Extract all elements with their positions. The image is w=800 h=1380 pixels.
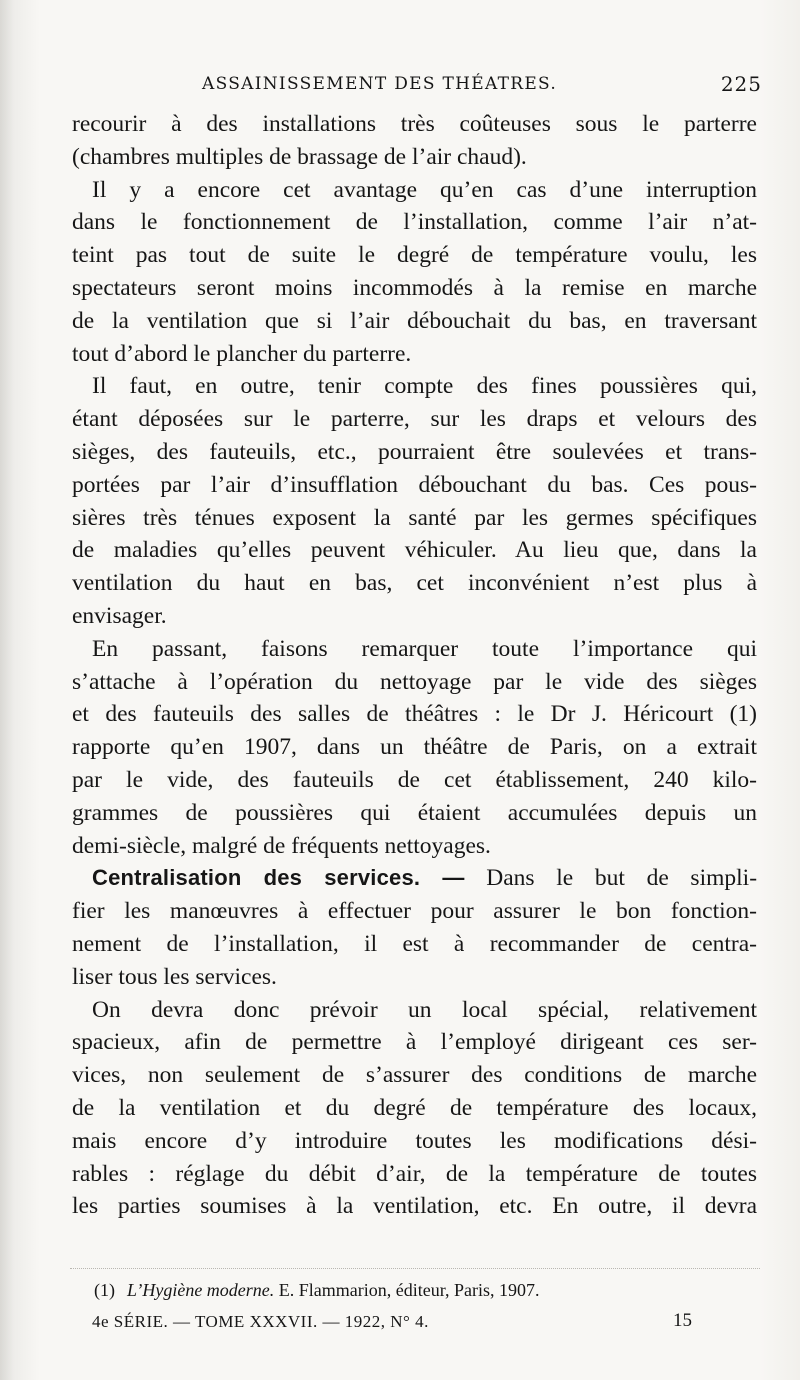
text-line: Il faut, en outre, tenir compte des fines poussières qui, bbox=[92, 373, 757, 400]
text-line: les parties soumises à la ventilation, etc. En outre, il devra bbox=[72, 1193, 757, 1220]
text-line: fier les manœuvres à effectuer pour assurer le bon fonction- bbox=[72, 898, 757, 925]
footnote bbox=[94, 1277, 694, 1303]
text-line: spacieux, afin de permettre à l’employé dirigeant ces ser- bbox=[72, 1029, 757, 1056]
page-header bbox=[60, 74, 762, 98]
text-line: spectateurs seront moins incommodés à la remise en marche bbox=[72, 274, 757, 301]
text-line: mais encore d’y introduire toutes les modifications dési- bbox=[72, 1127, 757, 1154]
text-line: sièges, des fauteuils, etc., pourraient être soulevées et trans- bbox=[72, 438, 757, 465]
text-line: et des fauteuils des salles de théâtres : le Dr J. Héricourt (1) bbox=[72, 701, 757, 728]
text-line: On devra donc prévoir un local spécial, relativement bbox=[92, 996, 757, 1023]
footnote-text: E. Flammarion, éditeur, Paris, 1907. bbox=[278, 1280, 540, 1300]
text-line: envisager. bbox=[72, 602, 167, 629]
section-heading: Centralisation des services. — bbox=[92, 865, 465, 891]
text-line: liser tous les services. bbox=[72, 963, 277, 990]
text-line: vices, non seulement de s’assurer des conditions de marche bbox=[72, 1062, 757, 1089]
text-line: nement de l’installation, il est à recommander de centra- bbox=[72, 930, 757, 957]
text-line: demi-siècle, malgré de fréquents nettoyages. bbox=[72, 832, 491, 859]
text-line: En passant, faisons remarquer toute l’importance qui bbox=[92, 635, 757, 662]
text-line: de la ventilation et du degré de température des locaux, bbox=[72, 1094, 757, 1121]
section-heading-line bbox=[72, 862, 757, 895]
text-line: ventilation du haut en bas, cet inconvénient n’est plus à bbox=[72, 570, 757, 597]
signature-line: 4e SÉRIE. — TOME XXXVII. — 1922, N° 4. bbox=[92, 1312, 429, 1331]
footnote-number: (1) bbox=[94, 1280, 115, 1300]
text-line: s’attache à l’opération du nettoyage par le vide des sièges bbox=[72, 668, 757, 695]
text-line: tout d’abord le plancher du parterre. bbox=[72, 340, 412, 367]
footnote-divider bbox=[70, 1268, 760, 1269]
text-line: rapporte qu’en 1907, dans un théâtre de Paris, on a extrait bbox=[72, 734, 757, 761]
text-line: de la ventilation que si l’air débouchait du bas, en traversant bbox=[72, 307, 757, 334]
text-line: Dans le but de simpli- bbox=[486, 865, 757, 892]
text-line: dans le fonctionnement de l’installation, comme l’air n’at- bbox=[72, 209, 757, 236]
text-line: teint pas tout de suite le degré de température voulu, les bbox=[72, 242, 757, 269]
sheet-number: 15 bbox=[673, 1310, 692, 1331]
text-line: portées par l’air d’insufflation débouchant du bas. Ces pous- bbox=[72, 471, 757, 498]
text-line: par le vide, des fauteuils de cet établissement, 240 kilo- bbox=[72, 766, 757, 793]
page-number: 225 bbox=[720, 72, 762, 96]
text-line: sières très ténues exposent la santé par les germes spécifiques bbox=[72, 504, 757, 531]
text-line: étant déposées sur le parterre, sur les draps et velours des bbox=[72, 406, 757, 433]
footnote-title: L’Hygiène moderne. bbox=[127, 1280, 275, 1300]
body-text bbox=[72, 108, 757, 1223]
text-line: (chambres multiples de brassage de l’air chaud). bbox=[72, 143, 527, 170]
running-title: ASSAINISSEMENT DES THÉATRES. bbox=[202, 74, 558, 94]
text-line: grammes de poussières qui étaient accumulées depuis un bbox=[72, 799, 757, 826]
text-line: recourir à des installations très coûteuses sous le parterre bbox=[72, 111, 757, 137]
text-line: de maladies qu’elles peuvent véhiculer. Au lieu que, dans la bbox=[72, 537, 757, 564]
text-line: Il y a encore cet avantage qu’en cas d’une interruption bbox=[92, 176, 757, 203]
text-line: rables : réglage du débit d’air, de la température de toutes bbox=[72, 1160, 757, 1187]
